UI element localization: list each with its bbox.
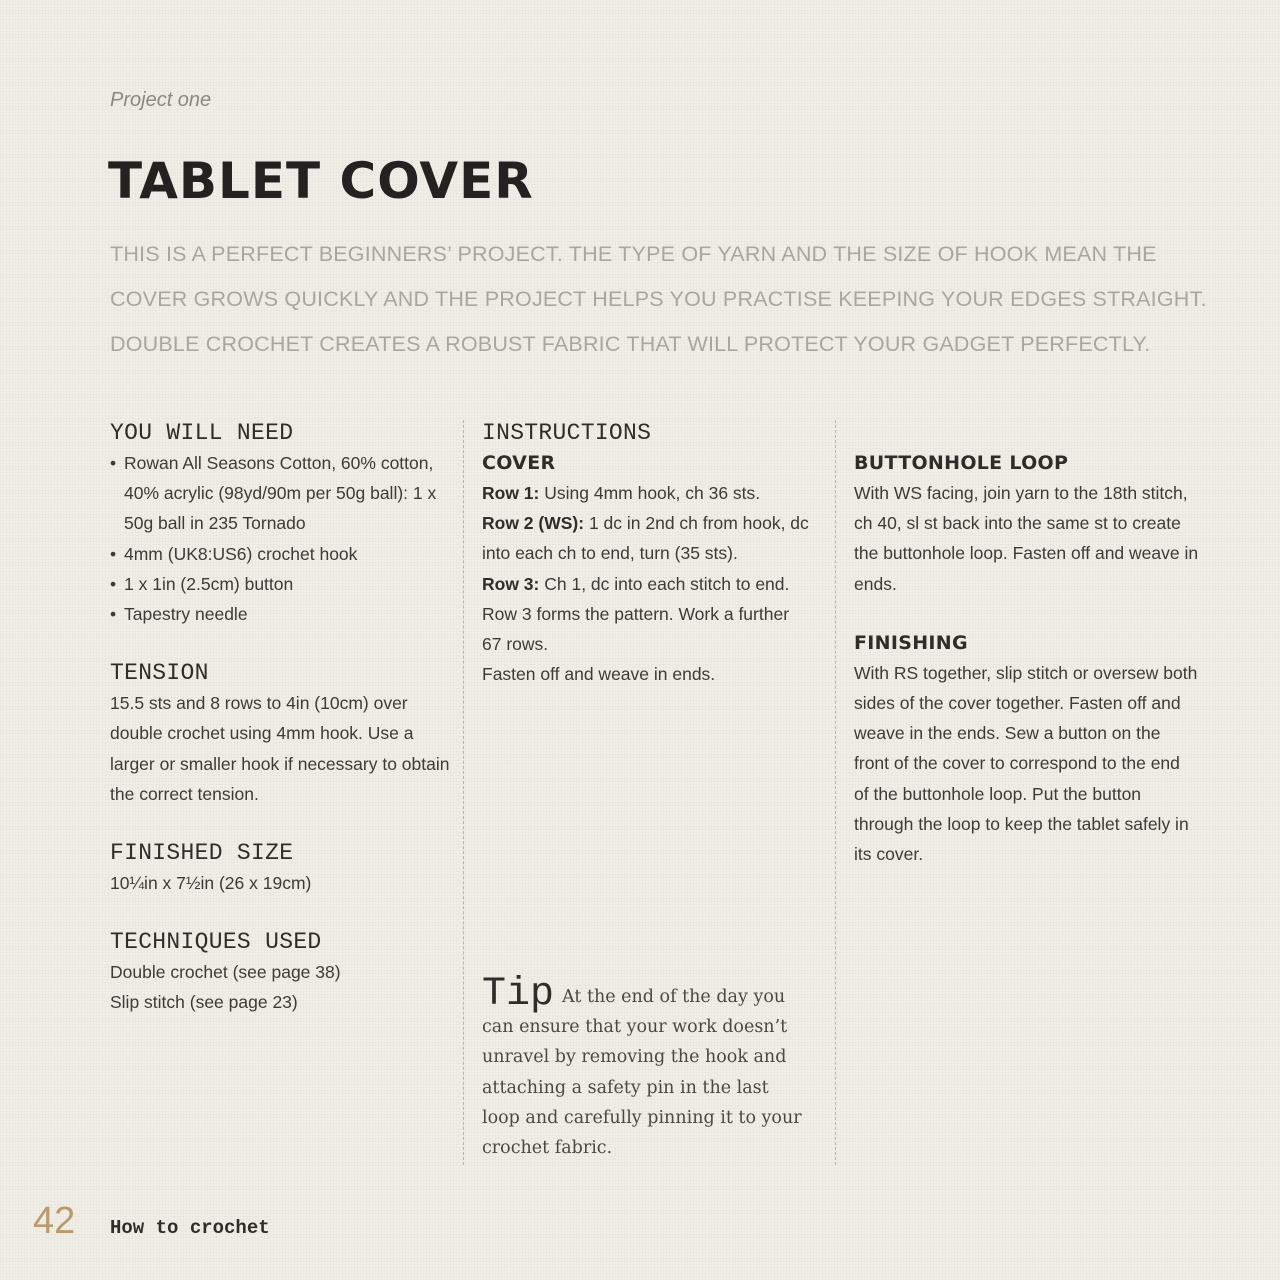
buttonhole-heading: BUTTONHOLE LOOP (854, 452, 1069, 474)
intro-line: COVER GROWS QUICKLY AND THE PROJECT HELPS YOU PRACTISE KEEPING YOUR EDGES STRAIGHT. (110, 287, 1207, 311)
finishing-text: With RS together, slip stitch or oversew both sides of the cover together. Fasten off and weave in the ends. Sew a button on the front of the cover to correspond to the end of the buttonhole loop. Put the button through the loop to keep the tablet safely in its cover. (854, 662, 1198, 865)
tension-heading: TENSION (110, 660, 209, 687)
cover-subheading: COVER (482, 452, 556, 474)
finished-size-heading: FINISHED SIZE (110, 840, 294, 867)
page-title: TABLET COVER (108, 152, 534, 210)
instruction-fasten: Fasten off and weave in ends. (482, 664, 716, 685)
column-divider (463, 420, 464, 1165)
intro-paragraph (110, 232, 1207, 367)
materials-list (110, 448, 455, 629)
project-kicker: Project one (110, 89, 212, 111)
page-number: 42 (33, 1200, 76, 1242)
bullet-icon: • (110, 453, 117, 473)
running-footer: How to crochet (110, 1217, 270, 1239)
techniques-heading: TECHNIQUES USED (110, 929, 322, 956)
instruction-row: Row 1: Using 4mm hook, ch 36 sts. (482, 483, 761, 503)
list-item: • Rowan All Seasons Cotton, 60% cotton, 40% acrylic (98yd/90m per 50g ball): 1 x 50g ball in 235 Tornado (110, 448, 455, 539)
list-item: • Tapestry needle (110, 599, 455, 629)
list-item: • 1 x 1in (2.5cm) button (110, 569, 455, 599)
instruction-note: Row 3 forms the pattern. Work a further 67 rows. (482, 603, 790, 655)
list-item: • 4mm (UK8:US6) crochet hook (110, 539, 455, 569)
finishing-column (854, 418, 1199, 869)
instructions-column (482, 418, 827, 689)
finishing-heading: FINISHING (854, 631, 968, 654)
tension-text: 15.5 sts and 8 rows to 4in (10cm) over double crochet using 4mm hook. Use a larger or smaller hook if necessary to obtain the correct tension. (110, 693, 450, 804)
tip-box (482, 972, 812, 1163)
technique-item: Slip stitch (see page 23) (110, 992, 298, 1013)
instruction-row: Row 2 (WS): 1 dc in 2nd ch from hook, dc into each ch to end, turn (35 sts). (482, 513, 809, 564)
column-divider (835, 420, 836, 1165)
tip-label: Tip (482, 972, 555, 1017)
instructions-heading: INSTRUCTIONS (482, 420, 652, 446)
materials-column (110, 418, 455, 1018)
bullet-icon: • (110, 573, 117, 594)
intro-line: DOUBLE CROCHET CREATES A ROBUST FABRIC THAT WILL PROTECT YOUR GADGET PERFECTLY. (110, 332, 1151, 356)
you-will-need-heading: YOU WILL NEED (110, 420, 294, 446)
bullet-icon: • (110, 604, 117, 625)
bullet-icon: • (110, 543, 117, 564)
tip-text: At the end of the day you can ensure that your work doesn’t unravel by removing the hook and attaching a safety pin in the last loop and carefully pinning it to your crochet fabric. (482, 987, 802, 1159)
finished-size-text: 10¼in x 7½in (26 x 19cm) (110, 873, 312, 894)
instruction-row: Row 3: Ch 1, dc into each stitch to end. (482, 573, 790, 594)
buttonhole-text: With WS facing, join yarn to the 18th stitch, ch 40, sl st back into the same st to create the buttonhole loop. Fasten off and weave in ends. (854, 483, 1199, 594)
technique-item: Double crochet (see page 38) (110, 962, 341, 983)
intro-line: THIS IS A PERFECT BEGINNERS’ PROJECT. THE TYPE OF YARN AND THE SIZE OF HOOK MEAN THE (110, 242, 1157, 266)
